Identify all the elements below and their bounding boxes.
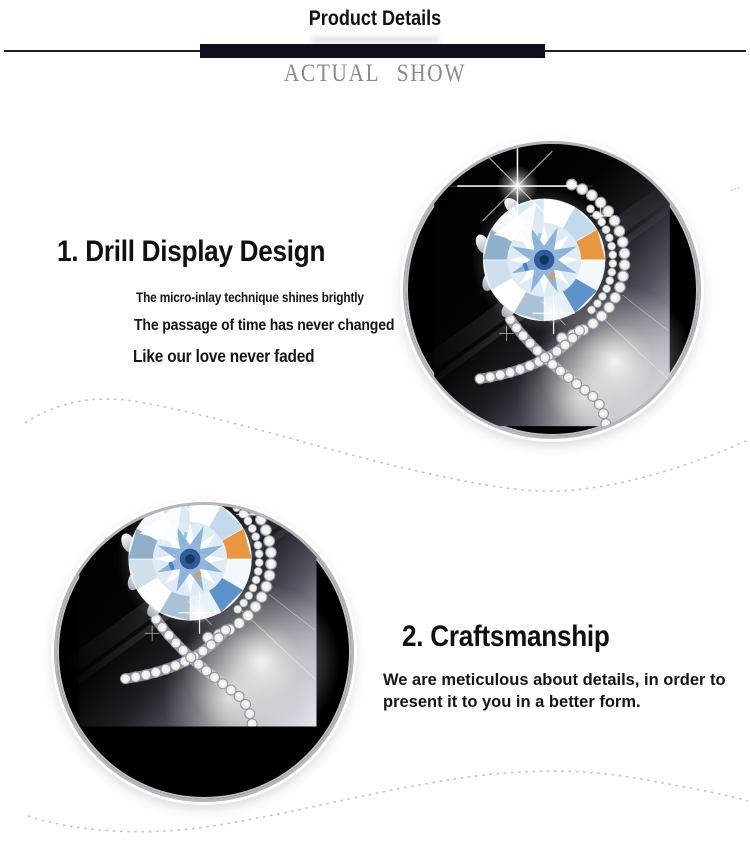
section1-line-2: The passage of time has never changed — [134, 317, 395, 334]
section1-line-1: The micro-inlay technique shines brightly — [136, 290, 364, 305]
diamond-ring-image-2 — [57, 505, 351, 799]
section2-heading: 2. Craftsmanship — [402, 620, 610, 653]
section1-line-3: Like our love never faded — [133, 346, 315, 366]
title-shadow — [310, 37, 440, 43]
stray-dot-mark — [731, 187, 741, 194]
subtitle-actual-show: ACTUAL SHOW — [283, 60, 467, 87]
section2-line-2: present it to you in a better form. — [383, 693, 641, 711]
section1-heading: 1. Drill Display Design — [57, 235, 326, 268]
diamond-ring-image-1 — [406, 144, 698, 436]
section2-line-1: We are meticulous about details, in order to — [383, 671, 726, 689]
ring-photo-1 — [403, 141, 701, 439]
page-title: Product Details — [308, 7, 442, 30]
header-accent-bar — [200, 44, 545, 58]
wave-divider-2 — [0, 760, 750, 866]
ring-photo-2 — [54, 502, 354, 802]
